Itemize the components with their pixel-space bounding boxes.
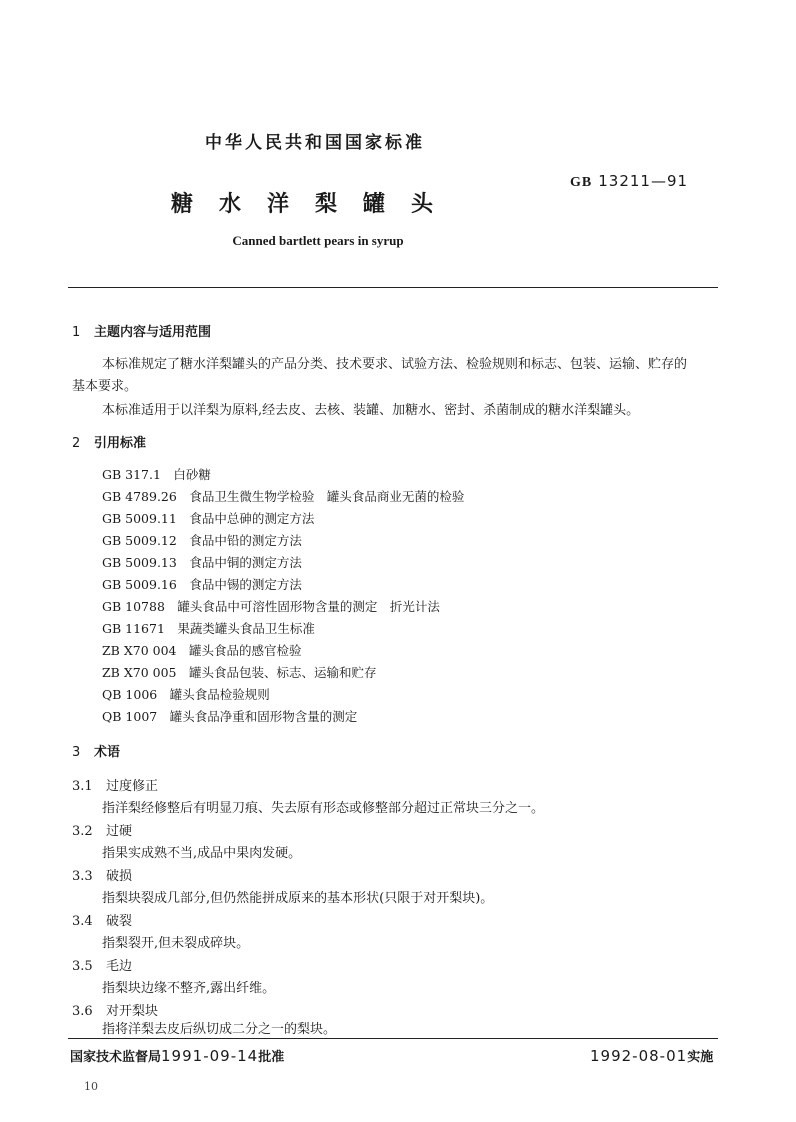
section1-para2: 本标准适用于以洋梨为原料,经去皮、去核、装罐、加糖水、密封、杀菌制成的糖水洋梨罐头。 — [102, 403, 640, 418]
term-definition: 指梨块边缘不整齐,露出纤维。 — [102, 981, 276, 996]
section3-heading: 3 术语 — [72, 745, 121, 760]
term-definition: 指洋梨经修整后有明显刀痕、失去原有形态或修整部分超过正常块三分之一。 — [102, 801, 545, 816]
code-number: 13211—91 — [598, 172, 689, 190]
reference-item: GB 5009.11 食品中总砷的测定方法 — [102, 511, 315, 526]
reference-item: ZB X70 004 罐头食品的感官检验 — [102, 643, 302, 658]
reference-item: GB 5009.13 食品中铜的测定方法 — [102, 555, 302, 570]
section2-heading: 2 引用标准 — [72, 436, 147, 451]
reference-item: GB 11671 果蔬类罐头食品卫生标准 — [102, 621, 315, 636]
code-prefix: GB — [570, 175, 593, 190]
term-heading: 3.4 破裂 — [72, 914, 133, 929]
reference-item: QB 1007 罐头食品净重和固形物含量的测定 — [102, 709, 358, 724]
section1-para1-line1: 本标准规定了糖水洋梨罐头的产品分类、技术要求、试验方法、检验规则和标志、包装、运输、贮存的 — [102, 357, 688, 372]
term-definition: 指梨块裂成几部分,但仍然能拼成原来的基本形状(只限于对开梨块)。 — [102, 891, 494, 906]
term-heading: 3.5 毛边 — [72, 959, 133, 974]
implementation-line: 1992-08-01实施 — [590, 1047, 714, 1065]
title-english: Canned bartlett pears in syrup — [232, 233, 404, 248]
reference-item: GB 10788 罐头食品中可溶性固形物含量的测定 折光计法 — [102, 599, 440, 614]
reference-item: GB 317.1 白砂糖 — [102, 467, 211, 482]
approval-line: 国家技术监督局1991-09-14批准 — [70, 1047, 285, 1065]
term-heading: 3.2 过硬 — [72, 824, 133, 839]
title-chinese: 糖水洋梨罐头 — [170, 192, 459, 217]
term-definition: 指果实成熟不当,成品中果肉发硬。 — [102, 846, 302, 861]
header-divider — [68, 287, 718, 288]
reference-item: QB 1006 罐头食品检验规则 — [102, 687, 270, 702]
footer-divider — [68, 1038, 718, 1039]
reference-item: GB 5009.16 食品中锡的测定方法 — [102, 577, 302, 592]
page-number: 10 — [84, 1080, 98, 1093]
reference-item: ZB X70 005 罐头食品包装、标志、运输和贮存 — [102, 665, 377, 680]
term-heading: 3.3 破损 — [72, 869, 133, 884]
reference-item: GB 4789.26 食品卫生微生物学检验 罐头食品商业无菌的检验 — [102, 489, 465, 504]
term-heading: 3.1 过度修正 — [72, 779, 159, 794]
term-definition: 指梨裂开,但未裂成碎块。 — [102, 936, 250, 951]
term-definition: 指将洋梨去皮后纵切成二分之一的梨块。 — [102, 1022, 337, 1037]
section1-heading: 1 主题内容与适用范围 — [72, 325, 212, 340]
standard-name: 中华人民共和国国家标准 — [205, 133, 425, 153]
term-heading: 3.6 对开梨块 — [72, 1004, 159, 1019]
section1-para1-line2: 基本要求。 — [72, 379, 138, 394]
reference-item: GB 5009.12 食品中铅的测定方法 — [102, 533, 302, 548]
